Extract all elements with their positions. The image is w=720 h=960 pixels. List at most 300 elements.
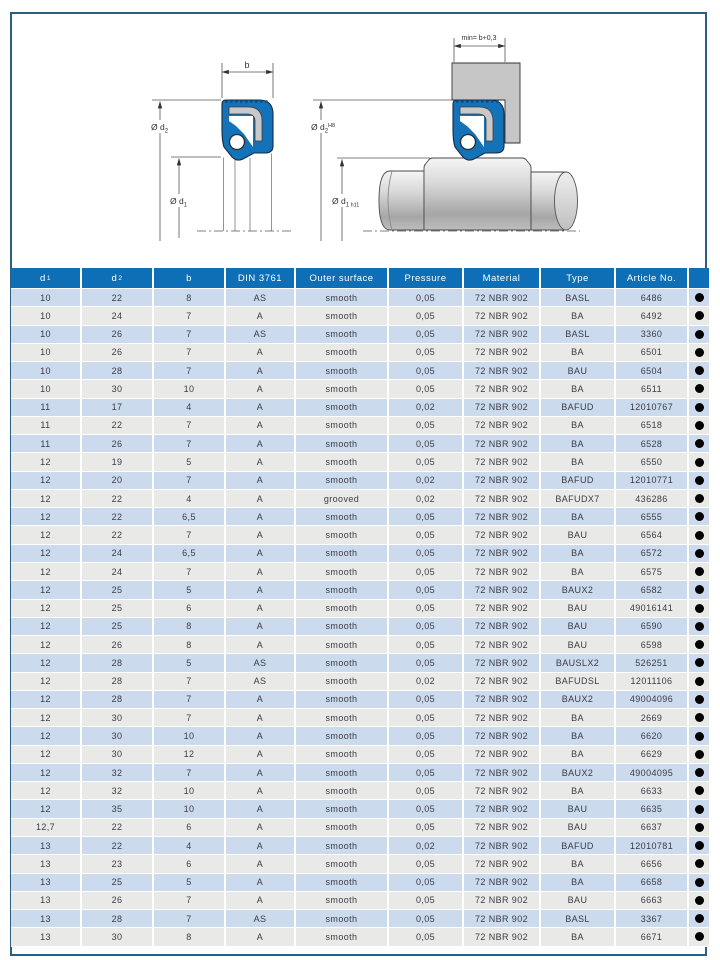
availability-dot-icon bbox=[695, 439, 704, 448]
cell-type: BASL bbox=[541, 910, 616, 927]
cell-material: 72 NBR 902 bbox=[464, 654, 541, 671]
cell-type: BASL bbox=[541, 326, 616, 343]
cell-availability bbox=[689, 399, 709, 416]
cell-pressure: 0,05 bbox=[389, 453, 464, 470]
cell-outer-surface: smooth bbox=[296, 600, 389, 617]
table-row bbox=[11, 289, 709, 307]
cell-d1: 12 bbox=[11, 526, 82, 543]
shaft-seal-surface bbox=[424, 158, 531, 230]
seal-cross-section-left bbox=[222, 100, 273, 160]
cell-b: 7 bbox=[154, 362, 226, 379]
cell-type: BAFUD bbox=[541, 399, 616, 416]
cell-b: 10 bbox=[154, 380, 226, 397]
table-row bbox=[11, 746, 709, 764]
cell-d1: 12 bbox=[11, 618, 82, 635]
cell-availability bbox=[689, 581, 709, 598]
cell-din: A bbox=[226, 344, 296, 361]
cell-availability bbox=[689, 928, 709, 945]
cell-d2: 25 bbox=[82, 618, 154, 635]
availability-dot-icon bbox=[695, 622, 704, 631]
cell-article-no: 6492 bbox=[616, 307, 689, 324]
cell-type: BAUX2 bbox=[541, 691, 616, 708]
cell-d2: 28 bbox=[82, 362, 154, 379]
cell-outer-surface: smooth bbox=[296, 910, 389, 927]
table-row bbox=[11, 673, 709, 691]
cell-type: BA bbox=[541, 453, 616, 470]
cell-outer-surface: smooth bbox=[296, 289, 389, 306]
availability-dot-icon bbox=[695, 841, 704, 850]
cell-b: 6,5 bbox=[154, 508, 226, 525]
availability-dot-icon bbox=[695, 750, 704, 759]
table-row bbox=[11, 618, 709, 636]
cell-article-no: 6550 bbox=[616, 453, 689, 470]
cell-availability bbox=[689, 782, 709, 799]
cell-type: BAU bbox=[541, 819, 616, 836]
cell-din: AS bbox=[226, 326, 296, 343]
table-row bbox=[11, 654, 709, 672]
table-row bbox=[11, 764, 709, 782]
cell-d1: 12 bbox=[11, 727, 82, 744]
cell-pressure: 0,05 bbox=[389, 435, 464, 452]
cell-din: A bbox=[226, 819, 296, 836]
cell-outer-surface: smooth bbox=[296, 892, 389, 909]
cell-b: 7 bbox=[154, 892, 226, 909]
cell-d2: 25 bbox=[82, 581, 154, 598]
table-row bbox=[11, 435, 709, 453]
column-header-din-3761: DIN 3761 bbox=[226, 268, 296, 288]
cell-material: 72 NBR 902 bbox=[464, 453, 541, 470]
availability-dot-icon bbox=[695, 914, 704, 923]
cell-pressure: 0,05 bbox=[389, 782, 464, 799]
table-row bbox=[11, 819, 709, 837]
table-row bbox=[11, 380, 709, 398]
cell-type: BAFUD bbox=[541, 837, 616, 854]
cell-d2: 25 bbox=[82, 600, 154, 617]
cell-article-no: 6590 bbox=[616, 618, 689, 635]
cell-d2: 26 bbox=[82, 892, 154, 909]
cell-article-no: 6633 bbox=[616, 782, 689, 799]
cell-article-no: 6501 bbox=[616, 344, 689, 361]
cell-pressure: 0,05 bbox=[389, 326, 464, 343]
table-row bbox=[11, 928, 709, 946]
cell-din: AS bbox=[226, 654, 296, 671]
cell-material: 72 NBR 902 bbox=[464, 581, 541, 598]
cell-din: A bbox=[226, 563, 296, 580]
cell-material: 72 NBR 902 bbox=[464, 636, 541, 653]
cell-din: A bbox=[226, 874, 296, 891]
cell-din: A bbox=[226, 600, 296, 617]
cell-material: 72 NBR 902 bbox=[464, 673, 541, 690]
table-row bbox=[11, 727, 709, 745]
cell-article-no: 6598 bbox=[616, 636, 689, 653]
table-row bbox=[11, 362, 709, 380]
cell-outer-surface: grooved bbox=[296, 490, 389, 507]
table-row bbox=[11, 326, 709, 344]
table-body bbox=[11, 289, 709, 947]
cell-b: 7 bbox=[154, 563, 226, 580]
cell-d2: 26 bbox=[82, 636, 154, 653]
cell-material: 72 NBR 902 bbox=[464, 508, 541, 525]
cell-b: 7 bbox=[154, 910, 226, 927]
cell-type: BAU bbox=[541, 362, 616, 379]
cell-material: 72 NBR 902 bbox=[464, 344, 541, 361]
cell-material: 72 NBR 902 bbox=[464, 362, 541, 379]
cell-material: 72 NBR 902 bbox=[464, 764, 541, 781]
cell-din: A bbox=[226, 764, 296, 781]
cell-type: BA bbox=[541, 545, 616, 562]
cell-type: BAU bbox=[541, 618, 616, 635]
cell-din: A bbox=[226, 800, 296, 817]
cell-article-no: 12010781 bbox=[616, 837, 689, 854]
seal-dimension-table bbox=[11, 268, 709, 947]
column-header-d2: d 2 bbox=[82, 268, 154, 288]
table-row bbox=[11, 526, 709, 544]
cell-article-no: 6582 bbox=[616, 581, 689, 598]
cell-pressure: 0,05 bbox=[389, 855, 464, 872]
availability-dot-icon bbox=[695, 677, 704, 686]
cell-pressure: 0,05 bbox=[389, 563, 464, 580]
cell-pressure: 0,05 bbox=[389, 910, 464, 927]
cell-pressure: 0,05 bbox=[389, 654, 464, 671]
cell-material: 72 NBR 902 bbox=[464, 618, 541, 635]
cell-availability bbox=[689, 691, 709, 708]
cell-availability bbox=[689, 289, 709, 306]
cell-pressure: 0,05 bbox=[389, 344, 464, 361]
cell-d2: 19 bbox=[82, 453, 154, 470]
cell-type: BAUX2 bbox=[541, 581, 616, 598]
cell-din: A bbox=[226, 837, 296, 854]
cell-outer-surface: smooth bbox=[296, 800, 389, 817]
cell-type: BA bbox=[541, 417, 616, 434]
cell-din: A bbox=[226, 709, 296, 726]
cell-outer-surface: smooth bbox=[296, 782, 389, 799]
column-header-pressure: Pressure bbox=[389, 268, 464, 288]
table-row bbox=[11, 563, 709, 581]
cell-d1: 13 bbox=[11, 892, 82, 909]
cell-outer-surface: smooth bbox=[296, 508, 389, 525]
d2-label-right: Ø $d_2^{H8}$ bbox=[311, 122, 336, 135]
cell-d1: 12 bbox=[11, 508, 82, 525]
cell-material: 72 NBR 902 bbox=[464, 855, 541, 872]
cell-outer-surface: smooth bbox=[296, 472, 389, 489]
cell-type: BA bbox=[541, 727, 616, 744]
table-row bbox=[11, 581, 709, 599]
cell-availability bbox=[689, 764, 709, 781]
cell-availability bbox=[689, 344, 709, 361]
shaft-reference-lines bbox=[224, 154, 272, 232]
cell-availability bbox=[689, 490, 709, 507]
cell-material: 72 NBR 902 bbox=[464, 709, 541, 726]
cell-din: A bbox=[226, 472, 296, 489]
cell-d1: 13 bbox=[11, 910, 82, 927]
cell-material: 72 NBR 902 bbox=[464, 800, 541, 817]
cell-din: A bbox=[226, 892, 296, 909]
cell-outer-surface: smooth bbox=[296, 691, 389, 708]
cell-availability bbox=[689, 819, 709, 836]
cell-d1: 12 bbox=[11, 654, 82, 671]
cell-material: 72 NBR 902 bbox=[464, 837, 541, 854]
availability-dot-icon bbox=[695, 713, 704, 722]
cell-d1: 10 bbox=[11, 289, 82, 306]
cell-material: 72 NBR 902 bbox=[464, 727, 541, 744]
cell-d2: 22 bbox=[82, 526, 154, 543]
cell-b: 5 bbox=[154, 654, 226, 671]
cell-pressure: 0,05 bbox=[389, 600, 464, 617]
cell-d2: 22 bbox=[82, 417, 154, 434]
cell-type: BA bbox=[541, 563, 616, 580]
column-header-article-no-: Article No. bbox=[616, 268, 689, 288]
cell-d2: 30 bbox=[82, 727, 154, 744]
table-row bbox=[11, 636, 709, 654]
cell-pressure: 0,05 bbox=[389, 362, 464, 379]
cell-material: 72 NBR 902 bbox=[464, 892, 541, 909]
cell-type: BASL bbox=[541, 289, 616, 306]
cell-type: BA bbox=[541, 508, 616, 525]
cell-b: 7 bbox=[154, 344, 226, 361]
cell-d1: 10 bbox=[11, 307, 82, 324]
cell-type: BA bbox=[541, 855, 616, 872]
table-row bbox=[11, 855, 709, 873]
cell-pressure: 0,05 bbox=[389, 526, 464, 543]
cell-type: BAU bbox=[541, 800, 616, 817]
table-row bbox=[11, 782, 709, 800]
cell-outer-surface: smooth bbox=[296, 326, 389, 343]
cell-b: 7 bbox=[154, 673, 226, 690]
cell-outer-surface: smooth bbox=[296, 837, 389, 854]
cell-pressure: 0,05 bbox=[389, 874, 464, 891]
table-header bbox=[11, 268, 709, 289]
cell-d1: 13 bbox=[11, 855, 82, 872]
cell-article-no: 6555 bbox=[616, 508, 689, 525]
table-row bbox=[11, 910, 709, 928]
cell-outer-surface: smooth bbox=[296, 855, 389, 872]
cell-din: A bbox=[226, 362, 296, 379]
table-row bbox=[11, 837, 709, 855]
cell-pressure: 0,05 bbox=[389, 636, 464, 653]
cell-article-no: 2669 bbox=[616, 709, 689, 726]
cell-d1: 10 bbox=[11, 362, 82, 379]
cell-article-no: 12011106 bbox=[616, 673, 689, 690]
availability-dot-icon bbox=[695, 567, 704, 576]
cell-b: 8 bbox=[154, 928, 226, 945]
cell-outer-surface: smooth bbox=[296, 746, 389, 763]
d1-label-left: Ø $d_1$ bbox=[170, 196, 188, 209]
cell-d1: 12 bbox=[11, 673, 82, 690]
availability-dot-icon bbox=[695, 348, 704, 357]
availability-dot-icon bbox=[695, 859, 704, 868]
cell-pressure: 0,02 bbox=[389, 472, 464, 489]
cell-b: 6 bbox=[154, 855, 226, 872]
cell-b: 7 bbox=[154, 326, 226, 343]
availability-dot-icon bbox=[695, 476, 704, 485]
dimension-b-label: b bbox=[244, 60, 250, 70]
cell-b: 10 bbox=[154, 782, 226, 799]
cell-article-no: 12010771 bbox=[616, 472, 689, 489]
availability-dot-icon bbox=[695, 768, 704, 777]
column-header-d1: d 1 bbox=[11, 268, 82, 288]
cell-d1: 12 bbox=[11, 563, 82, 580]
cell-type: BA bbox=[541, 928, 616, 945]
cell-outer-surface: smooth bbox=[296, 344, 389, 361]
table-row bbox=[11, 800, 709, 818]
availability-dot-icon bbox=[695, 311, 704, 320]
cell-outer-surface: smooth bbox=[296, 307, 389, 324]
technical-drawing bbox=[0, 0, 720, 262]
cell-b: 5 bbox=[154, 453, 226, 470]
d1-label-right: Ø $d_1$ h11 bbox=[332, 196, 360, 209]
cell-b: 4 bbox=[154, 399, 226, 416]
cell-availability bbox=[689, 837, 709, 854]
column-header-type: Type bbox=[541, 268, 616, 288]
cell-b: 7 bbox=[154, 307, 226, 324]
cell-pressure: 0,05 bbox=[389, 691, 464, 708]
cell-b: 7 bbox=[154, 691, 226, 708]
cell-type: BA bbox=[541, 435, 616, 452]
availability-dot-icon bbox=[695, 384, 704, 393]
availability-dot-icon bbox=[695, 366, 704, 375]
cell-type: BAUX2 bbox=[541, 764, 616, 781]
cell-material: 72 NBR 902 bbox=[464, 545, 541, 562]
cell-din: A bbox=[226, 307, 296, 324]
cell-d2: 30 bbox=[82, 709, 154, 726]
cell-outer-surface: smooth bbox=[296, 581, 389, 598]
cell-outer-surface: smooth bbox=[296, 362, 389, 379]
cell-outer-surface: smooth bbox=[296, 819, 389, 836]
cell-type: BA bbox=[541, 746, 616, 763]
cell-availability bbox=[689, 636, 709, 653]
cell-material: 72 NBR 902 bbox=[464, 691, 541, 708]
availability-dot-icon bbox=[695, 878, 704, 887]
availability-dot-icon bbox=[695, 531, 704, 540]
cell-article-no: 6629 bbox=[616, 746, 689, 763]
table-row bbox=[11, 600, 709, 618]
cell-d2: 23 bbox=[82, 855, 154, 872]
cell-pressure: 0,05 bbox=[389, 417, 464, 434]
cell-din: A bbox=[226, 526, 296, 543]
cell-din: A bbox=[226, 746, 296, 763]
cell-material: 72 NBR 902 bbox=[464, 782, 541, 799]
cell-d1: 12 bbox=[11, 782, 82, 799]
cell-b: 12 bbox=[154, 746, 226, 763]
cell-pressure: 0,02 bbox=[389, 673, 464, 690]
cell-outer-surface: smooth bbox=[296, 928, 389, 945]
cell-d1: 12 bbox=[11, 490, 82, 507]
cell-din: AS bbox=[226, 910, 296, 927]
cell-material: 72 NBR 902 bbox=[464, 399, 541, 416]
cell-article-no: 6637 bbox=[616, 819, 689, 836]
cell-b: 6 bbox=[154, 819, 226, 836]
table-row bbox=[11, 417, 709, 435]
cell-d2: 28 bbox=[82, 691, 154, 708]
cell-material: 72 NBR 902 bbox=[464, 380, 541, 397]
cell-availability bbox=[689, 508, 709, 525]
cell-pressure: 0,05 bbox=[389, 800, 464, 817]
cell-availability bbox=[689, 727, 709, 744]
cell-d2: 24 bbox=[82, 307, 154, 324]
cell-pressure: 0,05 bbox=[389, 307, 464, 324]
cell-din: A bbox=[226, 928, 296, 945]
cell-din: A bbox=[226, 435, 296, 452]
cell-d2: 32 bbox=[82, 764, 154, 781]
cell-outer-surface: smooth bbox=[296, 563, 389, 580]
cell-d2: 26 bbox=[82, 344, 154, 361]
cell-b: 4 bbox=[154, 490, 226, 507]
cell-pressure: 0,05 bbox=[389, 764, 464, 781]
cell-type: BAFUDX7 bbox=[541, 490, 616, 507]
cell-din: A bbox=[226, 453, 296, 470]
shaft bbox=[379, 158, 578, 230]
cell-outer-surface: smooth bbox=[296, 673, 389, 690]
cell-d1: 11 bbox=[11, 435, 82, 452]
cell-type: BAFUD bbox=[541, 472, 616, 489]
availability-dot-icon bbox=[695, 823, 704, 832]
cell-article-no: 6620 bbox=[616, 727, 689, 744]
availability-dot-icon bbox=[695, 695, 704, 704]
cell-article-no: 49004096 bbox=[616, 691, 689, 708]
cell-d1: 11 bbox=[11, 417, 82, 434]
cell-type: BAFUDSL bbox=[541, 673, 616, 690]
cell-article-no: 436286 bbox=[616, 490, 689, 507]
cell-availability bbox=[689, 545, 709, 562]
cell-material: 72 NBR 902 bbox=[464, 819, 541, 836]
cell-pressure: 0,05 bbox=[389, 581, 464, 598]
cell-din: A bbox=[226, 508, 296, 525]
cell-article-no: 12010767 bbox=[616, 399, 689, 416]
cell-din: A bbox=[226, 691, 296, 708]
cell-availability bbox=[689, 307, 709, 324]
cell-availability bbox=[689, 709, 709, 726]
cell-outer-surface: smooth bbox=[296, 874, 389, 891]
cell-article-no: 6575 bbox=[616, 563, 689, 580]
table-row bbox=[11, 490, 709, 508]
cell-material: 72 NBR 902 bbox=[464, 910, 541, 927]
shaft-end-face bbox=[555, 172, 578, 230]
table-row bbox=[11, 307, 709, 325]
table-row bbox=[11, 453, 709, 471]
cell-outer-surface: smooth bbox=[296, 526, 389, 543]
availability-dot-icon bbox=[695, 421, 704, 430]
cell-article-no: 6671 bbox=[616, 928, 689, 945]
cell-availability bbox=[689, 910, 709, 927]
cell-article-no: 526251 bbox=[616, 654, 689, 671]
cell-d1: 12 bbox=[11, 709, 82, 726]
cell-d2: 30 bbox=[82, 746, 154, 763]
cell-d1: 12 bbox=[11, 764, 82, 781]
cell-b: 7 bbox=[154, 764, 226, 781]
availability-dot-icon bbox=[695, 293, 704, 302]
availability-dot-icon bbox=[695, 732, 704, 741]
cell-b: 10 bbox=[154, 727, 226, 744]
d2-label-left: Ø $d_2$ bbox=[151, 122, 169, 135]
cell-din: A bbox=[226, 855, 296, 872]
cell-outer-surface: smooth bbox=[296, 727, 389, 744]
cell-din: AS bbox=[226, 289, 296, 306]
cell-d1: 11 bbox=[11, 399, 82, 416]
cell-outer-surface: smooth bbox=[296, 399, 389, 416]
availability-dot-icon bbox=[695, 585, 704, 594]
availability-dot-icon bbox=[695, 658, 704, 667]
cell-b: 8 bbox=[154, 636, 226, 653]
cell-din: A bbox=[226, 417, 296, 434]
cell-material: 72 NBR 902 bbox=[464, 928, 541, 945]
cell-d1: 12 bbox=[11, 472, 82, 489]
cell-b: 5 bbox=[154, 874, 226, 891]
cell-outer-surface: smooth bbox=[296, 545, 389, 562]
min-width-label: min= b+0,3 bbox=[461, 35, 497, 42]
cell-article-no: 6658 bbox=[616, 874, 689, 891]
cell-d2: 22 bbox=[82, 490, 154, 507]
cell-availability bbox=[689, 800, 709, 817]
